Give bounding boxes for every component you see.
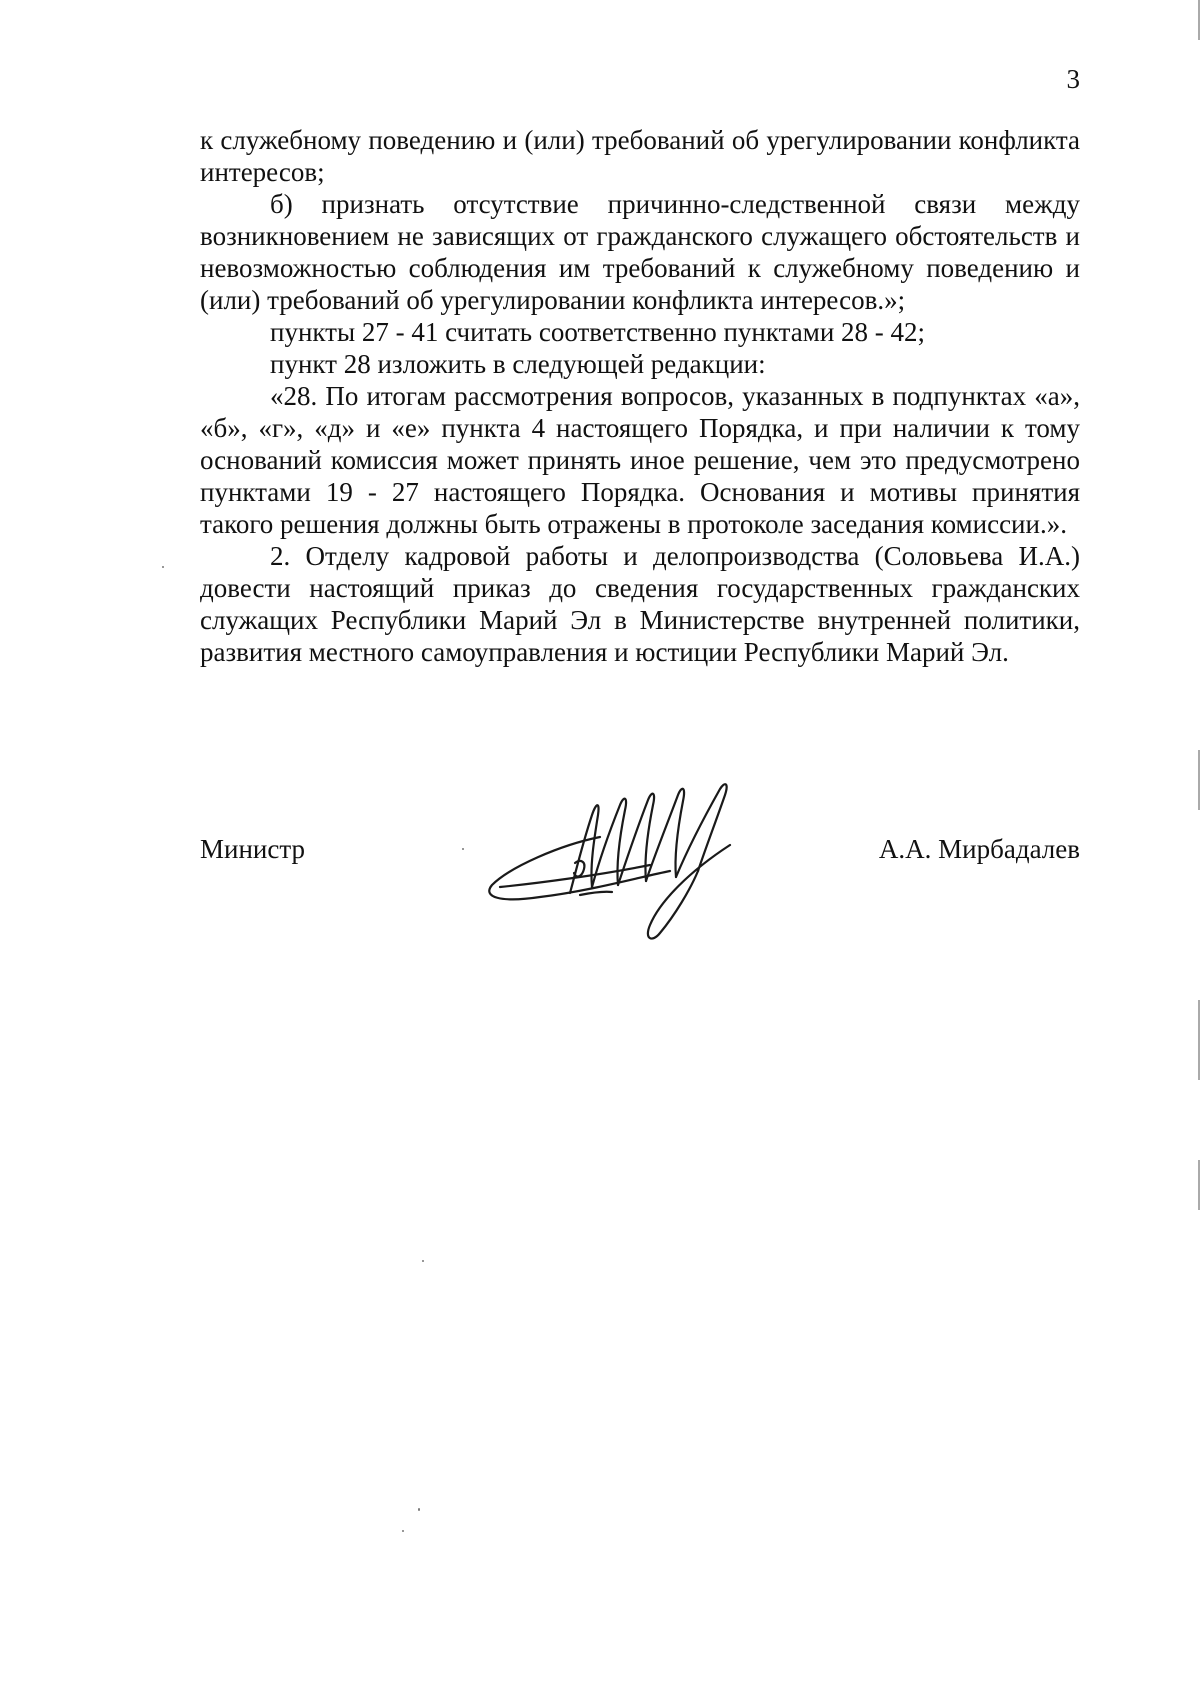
paragraph: б) признать отсутствие причинно-следственной связи между возникновением не зависящих от гражданского служащего обстоятельств и невозможностью соблюдения им требований к служебному поведению и (или) требований об урегулировании конфликта интересов.»; <box>200 189 1080 315</box>
scan-speck <box>418 1508 420 1511</box>
paragraph: «28. По итогам рассмотрения вопросов, указанных в подпунктах «а», «б», «г», «д» и «е» пункта 4 настоящего Порядка, и при наличии к тому оснований комиссия может принять иное решение, чем это предусмотрено пунктами 19 - 27 настоящего Порядка. Основания и мотивы принятия такого решения должны быть отражены в протоколе заседания комиссии.». <box>200 381 1080 539</box>
paragraph: пункты 27 - 41 считать соответственно пунктами 28 - 42; <box>270 317 926 347</box>
scan-speck <box>462 848 464 850</box>
page-number: 3 <box>1066 64 1080 94</box>
document-body <box>200 124 1080 668</box>
signatory-name: А.А. Мирбадалев <box>878 834 1080 864</box>
signatory-position: Министр <box>200 834 305 864</box>
paragraph: 2. Отделу кадровой работы и делопроизводства (Соловьева И.А.) довести настоящий приказ до сведения государственных гражданских служащих Республики Марий Эл в Министерстве внутренней политики, развития местного самоуправления и юстиции Республики Марий Эл. <box>200 541 1080 667</box>
paragraph: пункт 28 изложить в следующей редакции: <box>270 349 766 379</box>
scan-speck <box>422 1260 424 1262</box>
handwritten-signature <box>480 775 800 945</box>
paragraph: к служебному поведению и (или) требований об урегулировании конфликта интересов; <box>200 125 1080 187</box>
scan-speck <box>402 1530 404 1532</box>
scan-speck <box>162 566 164 568</box>
